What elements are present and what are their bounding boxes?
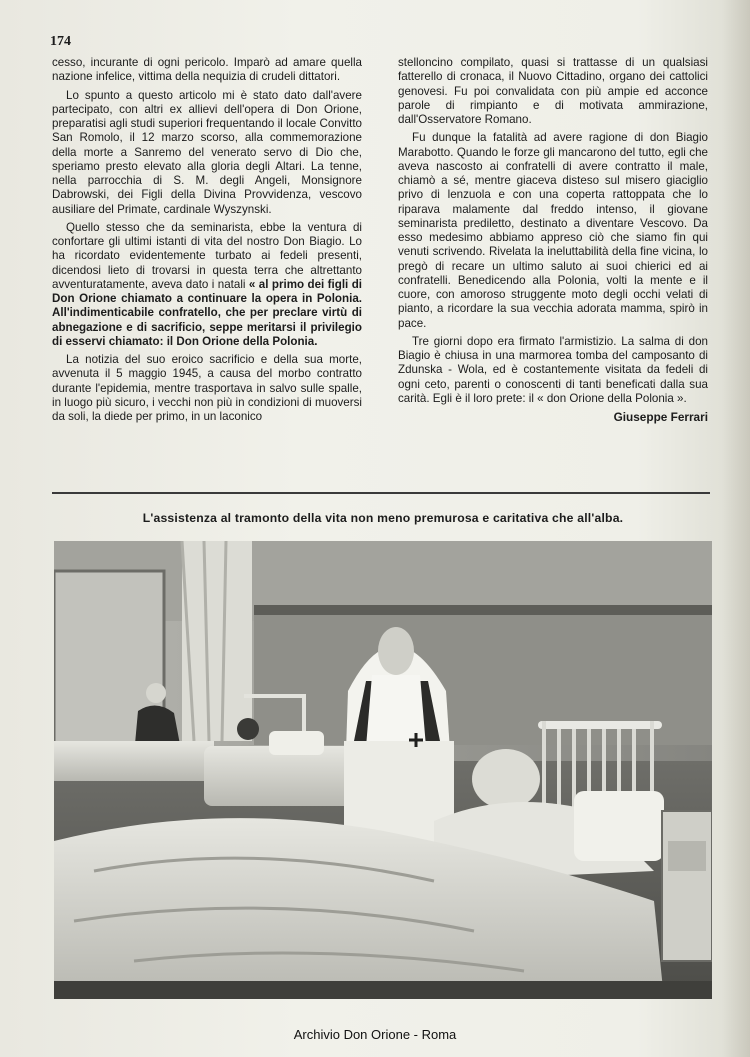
page-edge-shadow: [722, 0, 750, 1057]
ward-photograph-image: [54, 541, 712, 999]
right-column: [398, 56, 708, 428]
paragraph: stelloncino compilato, quasi si trattasse di un qualsiasi fatterello di cronaca, il Nuovo Cittadino, organo dei cattolici genovesi. Fu poi convalidata con più ampie ed acconce parole di rimpianto e di motivata ammirazione, dall'Osservatore Romano.: [398, 56, 708, 126]
bold-quote: « al primo dei figli di Don Orione chiamato a continuare la opera in Polonia. All'indimenticabile confratello, che per preclare virtù di abnegazione e di sacrificio, seppe meritarsi il privilegio di esservi chiamato: il Don Orione della Polonia.: [52, 277, 362, 348]
paragraph-text: Quello stesso che da seminarista, ebbe la ventura di confortare gli ultimi istanti di vita del nostro Don Biagio. Lo ha ricordato evidentemente turbato ai fedeli presenti, dicendosi lieto di trovarsi in questa terra che altrettanto avventuratamente, aveva dato i natali: [52, 220, 362, 291]
paragraph: Fu dunque la fatalità ad avere ragione di don Biagio Marabotto. Quando le forze gli mancarono del tutto, egli che aveva nascosto ai confratelli di avere contratto il male, chiamò a sé, mentre giaceva disteso sul misero giaciglio privo di lenzuola e con una coperta rattoppata che lo riparava malamente dal freddo intenso, il giovane seminarista prediletto, destinato a diventare Vescovo. Da esso medesimo abbiamo appreso ciò che siamo fin qui venuti scrivendo. Rivelata la ineluttabilità della fine vicina, lo pregò di recare un ultimo saluto ai suoi chierici ed ai confratelli. Benedicendo alla Polonia, volti la mente e il cuore, con amoroso struggente moto degli occhi velati di pianto, a ricordare la sua vecchia adorata mamma, spirò in pace.: [398, 131, 708, 330]
paragraph: [52, 221, 362, 349]
archive-label: Archivio Don Orione - Roma: [293, 1027, 457, 1042]
paragraph: Tre giorni dopo era firmato l'armistizio. La salma di don Biagio è chiusa in una marmorea tomba del camposanto di Zdunska - Wola, ed è costantemente visitata da fedeli di ogni ceto, parenti o conoscenti di tanti beneficati dalla sua carità. Egli è il loro prete: il « don Orione della Polonia ».: [398, 334, 708, 405]
ward-photograph: [54, 541, 712, 999]
left-column: [52, 56, 362, 428]
divider-rule: [52, 492, 710, 494]
paragraph: Lo spunto a questo articolo mi è stato dato dall'avere partecipato, con altri ex allievi dell'opera di Don Orione, preparatisi agli studi superiori frequentando il locale Convitto San Romolo, il 12 marzo scorso, alla commemorazione della morte a Sanremo del venerato servo di Dio che, speriamo presto elevato alla gloria degli Altari. La tenne, nella parrocchia di S. M. degli Angeli, Monsignore Dabrowski, dei Figli della Divina Provvidenza, vescovo ausiliare del Primate, cardinale Wyszynski.: [52, 88, 362, 216]
author-signature: Giuseppe Ferrari: [613, 410, 708, 424]
page-number: 174: [50, 34, 71, 49]
photo-caption: L'assistenza al tramonto della vita non meno premurosa e caritativa che all'alba.: [142, 511, 624, 525]
paragraph: cesso, incurante di ogni pericolo. Imparò ad amare quella nazione infelice, vittima della nequizia di crudeli dittatori.: [52, 56, 362, 84]
paragraph: La notizia del suo eroico sacrificio e della sua morte, avvenuta il 5 maggio 1945, a causa del morbo contratto durante l'epidemia, mentre trasportava in salvo sulle spalle, in luogo più sicuro, i vecchi non più in condizioni di muoversi da soli, la diede per primo, in un laconico: [52, 353, 362, 423]
